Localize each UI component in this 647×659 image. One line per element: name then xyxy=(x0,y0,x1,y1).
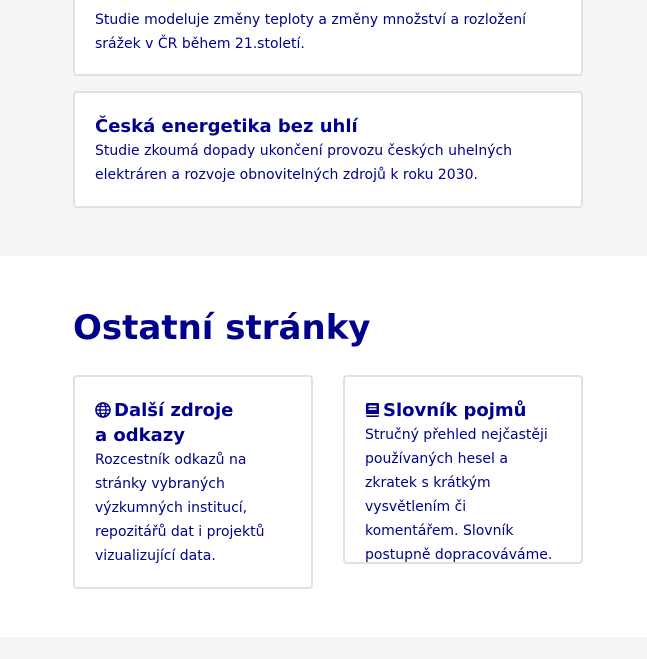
research-card-title[interactable]: Česká energetika bez uhlí xyxy=(95,116,358,137)
other-page-card-description: Rozcestník odkazů na stránky vybraných výzkumných institucí, repozitářů dat i projektů vizualizující data. xyxy=(95,452,265,564)
book-icon xyxy=(365,402,380,418)
globe-icon xyxy=(95,402,111,418)
other-page-card-title-line1[interactable]: Další zdroje xyxy=(114,400,234,421)
other-page-card-resources[interactable] xyxy=(73,375,313,589)
other-page-card-glossary[interactable] xyxy=(343,375,583,564)
other-page-card-title[interactable] xyxy=(365,398,565,423)
other-page-card-title[interactable] xyxy=(95,398,295,448)
research-card-description: Studie zkoumá dopady ukončení provozu českých uhelných elektráren a rozvoje obnovitelných zdrojů k roku 2030. xyxy=(95,143,513,183)
research-card-description: Studie modeluje změny teploty a změny množství a rozložení srážek v ČR během 21.století. xyxy=(95,12,527,52)
research-card-energy[interactable] xyxy=(73,91,583,208)
other-page-card-description: Stručný přehled nejčastěji používaných hesel a zkratek s krátkým vysvětlením či komentářem. Slovník postupně dopracováváme. xyxy=(365,427,553,563)
footer-section-background xyxy=(0,637,647,659)
section-title-other-pages: Ostatní stránky xyxy=(73,308,371,348)
other-page-card-title-line2[interactable]: a odkazy xyxy=(95,425,185,446)
other-page-card-title-text[interactable]: Slovník pojmů xyxy=(383,400,527,421)
research-card-climate[interactable] xyxy=(73,0,583,76)
